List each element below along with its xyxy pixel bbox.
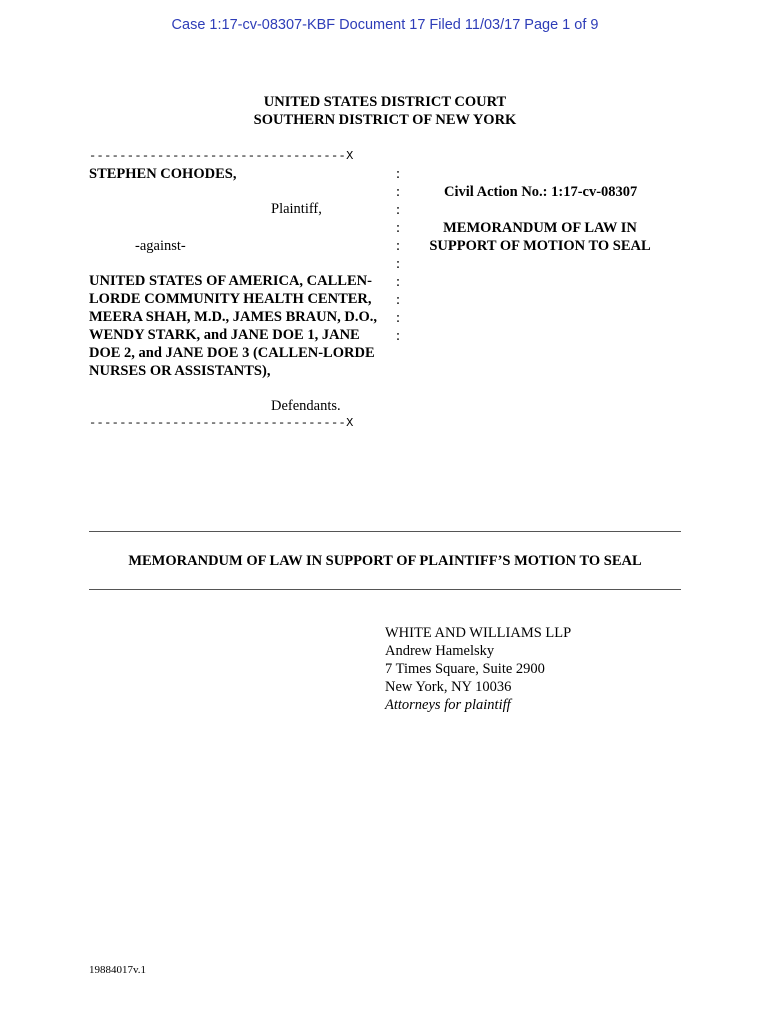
plaintiff-role: Plaintiff, <box>271 201 322 217</box>
caption-separator-top: ----------------------------------X <box>89 149 354 163</box>
caption-colon: : <box>396 202 401 218</box>
caption-colon: : <box>396 220 401 236</box>
caption-colon: : <box>396 310 401 326</box>
defendant-line-1: UNITED STATES OF AMERICA, CALLEN- <box>89 273 372 289</box>
civil-action-number: Civil Action No.: 1:17-cv-08307 <box>444 184 638 200</box>
memo-title-line1: MEMORANDUM OF LAW IN <box>443 220 637 236</box>
defendant-line-6: NURSES OR ASSISTANTS), <box>89 363 271 379</box>
caption-colon: : <box>396 292 401 308</box>
plaintiff-name: STEPHEN COHODES, <box>89 166 237 182</box>
attorney-address-line2: New York, NY 10036 <box>385 679 512 695</box>
attorney-address-line1: 7 Times Square, Suite 2900 <box>385 661 545 677</box>
defendants-role: Defendants. <box>271 398 341 414</box>
caption-separator-bottom: ----------------------------------X <box>89 416 354 430</box>
attorney-role: Attorneys for plaintiff <box>385 697 511 713</box>
caption-colon: : <box>396 328 401 344</box>
caption-colon: : <box>396 184 401 200</box>
attorney-firm: WHITE AND WILLIAMS LLP <box>385 625 572 641</box>
document-id-footer: 19884017v.1 <box>89 964 147 976</box>
ecf-header-stamp: Case 1:17-cv-08307-KBF Document 17 Filed 11/03/17 Page 1 of 9 <box>171 17 599 33</box>
caption-colon: : <box>396 238 401 254</box>
caption-colon: : <box>396 256 401 272</box>
court-name-line1: UNITED STATES DISTRICT COURT <box>263 94 507 110</box>
defendant-line-3: MEERA SHAH, M.D., JAMES BRAUN, D.O., <box>89 309 377 325</box>
defendant-line-5: DOE 2, and JANE DOE 3 (CALLEN-LORDE <box>89 345 375 361</box>
attorney-name: Andrew Hamelsky <box>385 643 495 659</box>
defendant-line-2: LORDE COMMUNITY HEALTH CENTER, <box>89 291 372 307</box>
caption-colon: : <box>396 274 401 290</box>
memo-title-line2: SUPPORT OF MOTION TO SEAL <box>429 238 651 254</box>
document-title: MEMORANDUM OF LAW IN SUPPORT OF PLAINTIFF’S MOTION TO SEAL <box>128 553 642 569</box>
court-name-line2: SOUTHERN DISTRICT OF NEW YORK <box>253 112 517 128</box>
defendant-line-4: WENDY STARK, and JANE DOE 1, JANE <box>89 327 360 343</box>
title-rule-bottom <box>89 589 681 590</box>
caption-colon: : <box>396 166 401 182</box>
against-label: -against- <box>135 238 186 254</box>
title-rule-top <box>89 531 681 532</box>
